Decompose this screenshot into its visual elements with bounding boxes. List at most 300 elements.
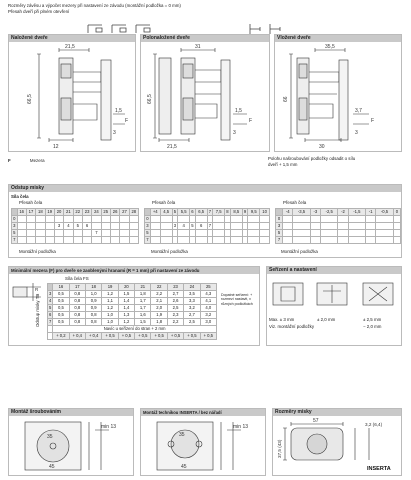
odstup-b-footer-text: Montážní podložka bbox=[151, 249, 188, 254]
bottom-cup-title: Rozměry misky bbox=[273, 409, 401, 416]
minmezera-title: Minimální mezera (F) pro dveře se zaoblenými hranami (R = 1 mm) při nastavení ze závodu bbox=[9, 267, 259, 274]
legend-right bbox=[268, 156, 408, 167]
cup-dimensions-drawing bbox=[273, 416, 403, 476]
minmezera-row bbox=[48, 305, 217, 312]
minmezera-side-note: Dopatné seřizení: + rozmezí nastavit, v různých podložkách bbox=[221, 293, 253, 306]
minmezera-plus-cell: + 0,4 bbox=[85, 333, 101, 340]
minmezera-col-header: 21 bbox=[135, 284, 151, 291]
odstup-c-cell bbox=[310, 223, 320, 230]
odstup-c-cell bbox=[376, 223, 394, 230]
overlay-dim-a: 12 bbox=[53, 144, 59, 150]
odstup-c-cell bbox=[393, 230, 400, 237]
odstup-b-cell: 5 bbox=[191, 223, 194, 228]
panel-half-overlay bbox=[140, 34, 270, 152]
half-overlay-hinge-drawing bbox=[141, 42, 271, 152]
odstup-a-cell bbox=[110, 230, 119, 237]
panel-inset bbox=[274, 34, 402, 152]
odstup-c-row bbox=[276, 230, 401, 237]
inset-dim-top: 35,5 bbox=[325, 44, 335, 50]
minmezera-section bbox=[8, 266, 260, 346]
inset-dim-r: 3,7 bbox=[355, 108, 362, 114]
minmezera-cell: 0,8 bbox=[69, 319, 85, 326]
odstup-c-cell bbox=[310, 216, 320, 223]
odstup-c-prehled: Přesah čela bbox=[283, 200, 307, 205]
odstup-c-cell bbox=[376, 230, 394, 237]
odstup-c-footer-text: Montážní podložka bbox=[281, 249, 318, 254]
overlay-dim-top: 21,5 bbox=[65, 44, 75, 50]
minmezera-cell: 0,9 bbox=[85, 305, 101, 312]
legend-f-desc: Mezera bbox=[29, 158, 45, 163]
odstup-a-cell bbox=[64, 230, 73, 237]
odstup-a-col-header: 23 bbox=[82, 209, 91, 216]
minmezera-col-header: 18 bbox=[85, 284, 101, 291]
minmezera-cell: 2,0 bbox=[151, 305, 167, 312]
odstup-a-col-header: 19 bbox=[45, 209, 54, 216]
odstup-c-cell bbox=[293, 237, 311, 244]
odstup-c-footer bbox=[281, 249, 318, 255]
minmezera-row-key: 5 bbox=[48, 305, 52, 310]
odstup-b-cell bbox=[260, 237, 270, 244]
minmezera-cell: 1,7 bbox=[135, 298, 151, 305]
minmezera-cell: 4,3 bbox=[200, 291, 216, 298]
minmezera-plus-cell: + 0,5 bbox=[151, 333, 167, 340]
odstup-a-cell bbox=[45, 237, 54, 244]
minmezera-cell: 0,8 bbox=[85, 319, 101, 326]
odstup-a-col-header: 25 bbox=[101, 209, 110, 216]
odstup-a-cell bbox=[73, 230, 82, 237]
odstup-c-cell bbox=[348, 237, 366, 244]
minmezera-cell: 3,2 bbox=[200, 312, 216, 319]
minmezera-cell: 0,5 bbox=[53, 298, 69, 305]
legend-right-line1: Polohu našroubování podložky odsadit o sílu bbox=[268, 156, 356, 161]
odstup-b-cell bbox=[160, 223, 172, 230]
minmezera-cell: 1,4 bbox=[118, 305, 134, 312]
odstup-b-cell bbox=[150, 216, 160, 223]
minmezera-cell: 1,5 bbox=[118, 291, 134, 298]
odstup-b-col-header: 5,5 bbox=[178, 209, 190, 216]
intro-text bbox=[8, 3, 338, 14]
odstup-table-c bbox=[275, 208, 401, 244]
odstup-b-row-key: 0 bbox=[146, 216, 149, 221]
panel-half-overlay-title: Polonaložené dveře bbox=[141, 35, 269, 42]
legend-left bbox=[8, 158, 45, 164]
odstup-b-col-header: 9 bbox=[243, 209, 247, 214]
odstup-b-cell bbox=[178, 216, 190, 223]
odstup-b-col-header: 5 bbox=[173, 209, 177, 214]
minmezera-row bbox=[48, 319, 217, 326]
odstup-a-cell bbox=[92, 223, 101, 230]
minmezera-row bbox=[48, 298, 217, 305]
odstup-b-col-header: 8 bbox=[226, 209, 229, 214]
bottom-panel-inserta bbox=[140, 408, 266, 476]
minmezera-row-key: 6 bbox=[48, 312, 52, 317]
odstup-b-col-header: 6,5 bbox=[195, 209, 207, 216]
odstup-panel-a bbox=[11, 194, 139, 205]
odstup-b-cell bbox=[248, 223, 260, 230]
odstup-c-cell bbox=[366, 230, 376, 237]
odstup-b-col-header: 7 bbox=[208, 209, 212, 214]
odstup-a-cell bbox=[129, 216, 138, 223]
minmezera-side-label: Odstup misky TB bbox=[35, 293, 40, 327]
minmezera-cell: 0,5 bbox=[53, 305, 69, 312]
odstup-a-row-key: 0 bbox=[13, 216, 16, 221]
odstup-a-col-header: 20 bbox=[54, 209, 63, 216]
odstup-b-cell bbox=[248, 216, 260, 223]
odstup-a-col-header: 22 bbox=[73, 209, 82, 216]
odstup-a-cell bbox=[110, 223, 119, 230]
odstup-c-row bbox=[276, 216, 401, 223]
minmezera-sila: Síla čela FS bbox=[65, 276, 89, 281]
panel-overlay-title: Naložené dveře bbox=[9, 35, 135, 42]
odstup-a-cell bbox=[36, 223, 45, 230]
serizeni-section bbox=[266, 266, 402, 346]
minmezera-cell: 1,7 bbox=[135, 305, 151, 312]
odstup-b-row bbox=[145, 223, 270, 230]
odstup-b-col-header: 7,5 bbox=[213, 209, 225, 216]
odstup-c-cell bbox=[310, 230, 320, 237]
odstup-c-row bbox=[276, 223, 401, 230]
odstup-b-cell bbox=[150, 223, 160, 230]
odstup-c-cell bbox=[393, 223, 400, 230]
odstup-b-col-header: 9,5 bbox=[248, 209, 260, 216]
minmezera-cell: 1,2 bbox=[102, 291, 118, 298]
inserta-dim-min13: min 13 bbox=[233, 424, 249, 430]
inserta-mount-drawing bbox=[141, 416, 267, 476]
odstup-b-row-key: 7 bbox=[146, 237, 149, 242]
odstup-c-col-header: -3 bbox=[310, 209, 320, 216]
half-overlay-dim-f: F bbox=[249, 118, 253, 124]
minmezera-col-header: 16 bbox=[53, 284, 69, 291]
bottom-panel-screw bbox=[8, 408, 134, 476]
half-overlay-dim-r: 1,5 bbox=[235, 108, 242, 114]
odstup-a-cell bbox=[129, 237, 138, 244]
odstup-c-cell bbox=[393, 237, 400, 244]
odstup-c-cell bbox=[283, 237, 293, 244]
odstup-c-cell bbox=[283, 216, 293, 223]
bottom-inserta-title: Montáž technikou INSERTA / bez nářadí bbox=[141, 409, 265, 416]
odstup-b-col-header: 8,5 bbox=[230, 209, 242, 216]
inset-dim-b: 3 bbox=[355, 130, 358, 136]
odstup-b-cell bbox=[213, 223, 225, 230]
odstup-a-col-header: 28 bbox=[129, 209, 138, 216]
odstup-a-cell: 4 bbox=[64, 223, 73, 230]
odstup-b-row-key: 5 bbox=[146, 230, 149, 235]
odstup-c-cell bbox=[348, 230, 366, 237]
half-overlay-dim-height: 66,5 bbox=[147, 94, 153, 104]
intro-line-1: Rozměry závěsu a výpočet mezery při nastavení ze závodu (montážní podložka = 0 mm) bbox=[8, 3, 181, 8]
minmezera-plus-cell: + 0,5 bbox=[184, 333, 200, 340]
odstup-c-corner bbox=[276, 209, 283, 216]
screw-mount-drawing bbox=[9, 416, 135, 476]
odstup-b-cell bbox=[178, 230, 190, 237]
minmezera-cell: 3,3 bbox=[184, 298, 200, 305]
odstup-table-b bbox=[144, 208, 270, 244]
minmezera-cell: 0,5 bbox=[53, 319, 69, 326]
odstup-a-cell bbox=[36, 237, 45, 244]
odstup-a-cell: 5 bbox=[73, 223, 82, 230]
minmezera-row bbox=[48, 312, 217, 319]
odstup-a-row-key: 3 bbox=[13, 223, 16, 228]
odstup-a-cell bbox=[36, 216, 45, 223]
odstup-a-cell bbox=[101, 216, 110, 223]
odstup-b-col-header: 4,5 bbox=[160, 209, 172, 216]
minmezera-cell: 1,3 bbox=[118, 312, 134, 319]
odstup-b-row bbox=[145, 216, 270, 223]
odstup-a-cell bbox=[101, 230, 110, 237]
odstup-a-footer bbox=[19, 249, 56, 255]
overlay-dim-r: 1,5 bbox=[115, 108, 122, 114]
odstup-b-cell: 6 bbox=[195, 223, 207, 230]
odstup-b-row bbox=[145, 230, 270, 237]
odstup-c-col-header: -3,5 bbox=[293, 209, 311, 216]
minmezera-cell: 0,8 bbox=[69, 298, 85, 305]
odstup-c-col-header: 0 bbox=[393, 209, 400, 216]
odstup-c-cell bbox=[293, 223, 311, 230]
minmezera-cell: 1,0 bbox=[102, 312, 118, 319]
odstup-a-cell: 6 bbox=[82, 223, 91, 230]
odstup-b-cell bbox=[195, 230, 207, 237]
odstup-b-cell bbox=[160, 230, 172, 237]
minmezera-col-header: 22 bbox=[151, 284, 167, 291]
cup-brand: INSERTA bbox=[367, 466, 391, 472]
minmezera-plus-cell: + 0,5 bbox=[200, 333, 216, 340]
odstup-c-cell bbox=[320, 230, 338, 237]
legend-f-key: F bbox=[8, 158, 11, 163]
odstup-c-col-header: -2 bbox=[338, 209, 348, 216]
odstup-a-row-key: 7 bbox=[13, 237, 16, 242]
minmezera-cell: 2,7 bbox=[184, 312, 200, 319]
odstup-b-col-header: 6 bbox=[191, 209, 194, 214]
odstup-b-cell bbox=[248, 237, 260, 244]
odstup-b-footer bbox=[151, 249, 188, 255]
odstup-c-col-header: -4 bbox=[283, 209, 293, 216]
panel-overlay bbox=[8, 34, 136, 152]
minmezera-cell: 2,2 bbox=[167, 319, 183, 326]
serizeni-plus25: ± 2,5 mm bbox=[363, 317, 382, 322]
minmezera-plus-cell: + 0,5 bbox=[167, 333, 183, 340]
minmezera-cell: 1,6 bbox=[135, 312, 151, 319]
inserta-dim-45: 45 bbox=[181, 464, 187, 470]
minmezera-cell: 1,5 bbox=[135, 319, 151, 326]
odstup-b-cell bbox=[150, 237, 160, 244]
odstup-c-row-key: 3 bbox=[276, 223, 283, 230]
odstup-a-cell bbox=[54, 230, 63, 237]
minmezera-note-row: Navíc u seřízení do stran + 2 mm bbox=[53, 326, 217, 333]
minmezera-plus-cell: + 0,5 bbox=[102, 333, 118, 340]
minmezera-cell: 4,0 bbox=[200, 305, 216, 312]
minmezera-cell: 3,0 bbox=[200, 319, 216, 326]
odstup-a-cell bbox=[54, 237, 63, 244]
minmezera-cell: 0,8 bbox=[85, 312, 101, 319]
odstup-a-cell bbox=[17, 223, 26, 230]
odstup-c-col-header: -2,5 bbox=[320, 209, 338, 216]
odstup-a-cell bbox=[82, 230, 91, 237]
half-overlay-dim-b: 3 bbox=[233, 130, 236, 136]
odstup-a-col-header: 21 bbox=[64, 209, 73, 216]
odstup-c-cell bbox=[310, 237, 320, 244]
odstup-c-cell bbox=[366, 237, 376, 244]
odstup-a-cell: 7 bbox=[92, 230, 101, 237]
minmezera-row-key: 7 bbox=[48, 319, 52, 324]
odstup-c-row bbox=[276, 237, 401, 244]
serizeni-max: Max. ± 3 mm bbox=[269, 317, 295, 322]
inserta-dim-35: 35 bbox=[179, 432, 185, 438]
odstup-a-col-header: 17 bbox=[26, 209, 35, 216]
odstup-b-cell bbox=[213, 216, 225, 223]
odstup-b-cell bbox=[260, 223, 270, 230]
odstup-c-cell bbox=[338, 237, 348, 244]
odstup-a-cell bbox=[92, 216, 101, 223]
minmezera-cell: 2,6 bbox=[167, 298, 183, 305]
odstup-c-cell bbox=[320, 237, 338, 244]
odstup-b-cell bbox=[213, 237, 225, 244]
odstup-a-cell bbox=[129, 223, 138, 230]
bottom-screw-title: Montáž šroubováním bbox=[9, 409, 133, 416]
odstup-b-row-key: 3 bbox=[146, 223, 149, 228]
odstup-a-col-header: 24 bbox=[92, 209, 101, 216]
odstup-a-cell bbox=[45, 223, 54, 230]
half-overlay-dim-a: 21,5 bbox=[167, 144, 177, 150]
odstup-a-row-key: 5 bbox=[13, 230, 16, 235]
odstup-b-cell bbox=[260, 230, 270, 237]
odstup-b-cell bbox=[160, 216, 172, 223]
odstup-a-cell bbox=[120, 216, 129, 223]
minmezera-col-header: 20 bbox=[118, 284, 134, 291]
minmezera-col-header: 24 bbox=[184, 284, 200, 291]
panel-inset-title: Vložené dveře bbox=[275, 35, 401, 42]
odstup-b-cell: 3 bbox=[173, 223, 177, 228]
serizeni-minus20: − 2,0 mm bbox=[363, 324, 382, 329]
odstup-c-cell bbox=[283, 230, 293, 237]
odstup-a-cell bbox=[82, 237, 91, 244]
odstup-c-cell bbox=[320, 216, 338, 223]
odstup-c-cell bbox=[393, 216, 400, 223]
minmezera-cell: 1,0 bbox=[85, 291, 101, 298]
minmezera-cell: 1,9 bbox=[151, 312, 167, 319]
odstup-c-cell bbox=[366, 216, 376, 223]
odstup-a-cell bbox=[92, 237, 101, 244]
odstup-b-cell bbox=[213, 230, 225, 237]
odstup-c-cell bbox=[338, 216, 348, 223]
odstup-c-cell bbox=[348, 216, 366, 223]
odstup-a-cell bbox=[17, 216, 26, 223]
odstup-a-subtitle: Síla čela bbox=[11, 194, 29, 199]
cup-dim-57: 57 bbox=[313, 418, 319, 424]
odstup-b-cell bbox=[195, 237, 207, 244]
odstup-a-footer-text: Montážní podložka bbox=[19, 249, 56, 254]
odstup-c-row-key: 0 bbox=[276, 216, 283, 223]
minmezera-cell: 0,8 bbox=[69, 312, 85, 319]
odstup-c-cell bbox=[366, 223, 376, 230]
odstup-a-cell bbox=[17, 237, 26, 244]
odstup-a-row bbox=[12, 230, 139, 237]
odstup-a-cell bbox=[17, 230, 26, 237]
odstup-b-prehled: Přesah čela bbox=[152, 200, 176, 205]
minmezera-cell: 2,7 bbox=[167, 291, 183, 298]
minmezera-cell: 1,2 bbox=[102, 305, 118, 312]
odstup-a-cell bbox=[82, 216, 91, 223]
hinge-panels bbox=[8, 34, 402, 152]
odstup-b-cell bbox=[150, 230, 160, 237]
odstup-c-cell bbox=[338, 223, 348, 230]
odstup-a-cell bbox=[54, 216, 63, 223]
odstup-c-cell bbox=[293, 230, 311, 237]
minmezera-cell: 1,4 bbox=[118, 298, 134, 305]
odstup-c-cell bbox=[376, 237, 394, 244]
overlay-dim-b: 3 bbox=[113, 130, 116, 136]
odstup-a-cell bbox=[64, 237, 73, 244]
odstup-a-cell bbox=[73, 237, 82, 244]
minmezera-cell: 1,0 bbox=[102, 319, 118, 326]
minmezera-cell: 1,1 bbox=[102, 298, 118, 305]
screw-dim-45: 45 bbox=[49, 464, 55, 470]
inset-dim-f: F bbox=[371, 118, 375, 124]
odstup-c-cell bbox=[348, 223, 366, 230]
minmezera-row-key: 3 bbox=[48, 291, 52, 296]
odstup-a-col-header: 27 bbox=[120, 209, 129, 216]
screw-dim-min13: min 13 bbox=[101, 424, 117, 430]
odstup-c-col-header: -0,5 bbox=[376, 209, 394, 216]
odstup-a-cell bbox=[64, 216, 73, 223]
odstup-a-col-header: 26 bbox=[110, 209, 119, 216]
odstup-a-cell bbox=[36, 230, 45, 237]
odstup-panel-b bbox=[144, 194, 270, 206]
odstup-c-row-key: 7 bbox=[276, 237, 283, 244]
cup-dim-depth: 3,2 (6,4) bbox=[365, 422, 383, 427]
odstup-b-cell: 7 bbox=[208, 223, 212, 228]
odstup-c-col-header: -1 bbox=[366, 209, 376, 216]
minmezera-cell: 1,8 bbox=[135, 291, 151, 298]
minmezera-plus-cell: + 0,4 bbox=[69, 333, 85, 340]
odstup-title: Odstup misky bbox=[9, 185, 401, 192]
minmezera-cell: 4,1 bbox=[200, 298, 216, 305]
inset-dim-height: 66 bbox=[283, 96, 289, 102]
overlay-dim-f: F bbox=[125, 118, 129, 124]
minmezera-cell: 0,5 bbox=[53, 291, 69, 298]
bottom-panel-cup bbox=[272, 408, 402, 476]
minmezera-cell: 0,8 bbox=[69, 291, 85, 298]
odstup-b-cell bbox=[230, 223, 242, 230]
serizeni-title: Seřízení a nastavení bbox=[267, 267, 401, 274]
odstup-c-cell bbox=[293, 216, 311, 223]
inset-dim-a: 30 bbox=[319, 144, 325, 150]
serizeni-plus2: ± 2,0 mm bbox=[317, 317, 336, 322]
minmezera-cell: 0,5 bbox=[53, 312, 69, 319]
odstup-section bbox=[8, 184, 402, 258]
odstup-b-cell bbox=[230, 237, 242, 244]
overlay-dim-height: 66,5 bbox=[27, 94, 33, 104]
minmezera-col-header: 17 bbox=[69, 284, 85, 291]
cup-dim-height: 37,5 (43) bbox=[277, 439, 282, 458]
minmezera-cell: 2,5 bbox=[184, 319, 200, 326]
serizeni-viz: Viz. montážní podložky bbox=[269, 324, 315, 329]
inset-hinge-drawing bbox=[275, 42, 403, 152]
r-label: R bbox=[35, 287, 39, 292]
half-overlay-dim-top: 31 bbox=[195, 44, 201, 50]
minmezera-cell: 1,2 bbox=[118, 319, 134, 326]
odstup-a-cell bbox=[129, 230, 138, 237]
minmezera-cell: 2,3 bbox=[167, 312, 183, 319]
minmezera-cell: 3,5 bbox=[184, 291, 200, 298]
minmezera-col-header: 19 bbox=[102, 284, 118, 291]
odstup-c-row-key: 5 bbox=[276, 230, 283, 237]
odstup-a-cell bbox=[26, 237, 35, 244]
odstup-c-col-header: -1,5 bbox=[348, 209, 366, 216]
minmezera-plus-cell: + 0,5 bbox=[118, 333, 134, 340]
odstup-a-cell bbox=[110, 237, 119, 244]
minmezera-cell: 2,5 bbox=[167, 305, 183, 312]
minmezera-cell: 2,1 bbox=[151, 298, 167, 305]
